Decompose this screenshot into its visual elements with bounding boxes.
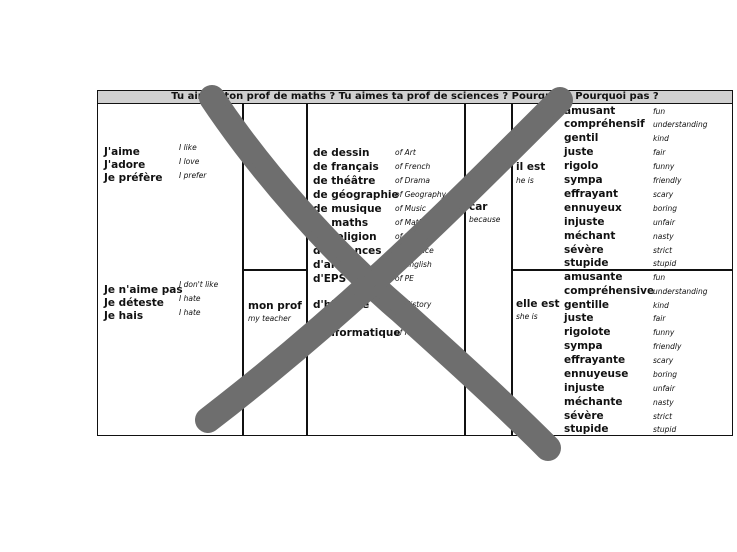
adjective-en: fair xyxy=(653,148,666,157)
adjective-en: unfair xyxy=(653,218,675,227)
subject-en: of RE xyxy=(395,232,415,241)
adjective-en: scary xyxy=(653,190,674,199)
subject-en: of Maths xyxy=(395,218,428,227)
because-fr: car xyxy=(469,201,488,213)
row-divider xyxy=(242,269,306,271)
adjective-en: strict xyxy=(653,412,673,421)
sentence-builder-table xyxy=(97,90,733,436)
opinion-fr: J'adore xyxy=(104,159,146,171)
subject-fr: de théâtre xyxy=(313,175,376,187)
subject-en: of Drama xyxy=(395,176,430,185)
because-en: because xyxy=(469,215,501,224)
adjective-en: unfair xyxy=(653,384,675,393)
opinion-fr: Je hais xyxy=(104,310,144,322)
adjective-fr: stupide xyxy=(564,257,609,269)
adjective-en: fair xyxy=(653,314,666,323)
subject-en: of Science xyxy=(395,246,434,255)
opinion-en: I hate xyxy=(179,294,201,303)
subject-fr: de français xyxy=(313,161,379,173)
adjective-fr: effrayant xyxy=(564,188,618,200)
adjective-fr: méchante xyxy=(564,396,623,408)
adjective-fr: ennuyeuse xyxy=(564,368,629,380)
adjective-en: stupid xyxy=(653,425,677,434)
subject-fr: de dessin xyxy=(313,147,370,159)
opinion-en: I prefer xyxy=(179,171,207,180)
adjective-en: kind xyxy=(653,134,669,143)
opinion-en: I hate xyxy=(179,308,201,317)
opinion-en: I don't like xyxy=(179,280,219,289)
adjective-fr: injuste xyxy=(564,382,605,394)
adjective-en: funny xyxy=(653,162,675,171)
adjective-fr: amusante xyxy=(564,271,623,283)
subject-en: of Art xyxy=(395,148,416,157)
adjective-fr: compréhensive xyxy=(564,285,655,297)
adjective-en: stupid xyxy=(653,259,677,268)
subject-en: of History xyxy=(395,300,432,309)
adjective-fr: ennuyeux xyxy=(564,202,622,214)
subject-en: of ICT xyxy=(395,328,417,337)
adjective-fr: sympa xyxy=(564,174,603,186)
adjective-en: boring xyxy=(653,370,678,379)
adjective-en: understanding xyxy=(653,287,708,296)
adjective-fr: sympa xyxy=(564,340,603,352)
subject-fr: de musique xyxy=(313,203,382,215)
adjective-en: nasty xyxy=(653,232,674,241)
adjective-fr: sévère xyxy=(564,244,604,256)
opinion-fr: Je n'aime pas xyxy=(104,284,183,296)
subject-en: of Geography xyxy=(395,190,447,199)
adjective-en: fun xyxy=(653,273,666,282)
subject-en: of PE xyxy=(395,274,414,283)
he-is-en: he is xyxy=(516,176,534,185)
teacher-en: my teacher xyxy=(248,314,291,323)
adjective-en: boring xyxy=(653,204,678,213)
adjective-en: understanding xyxy=(653,120,708,129)
adjective-fr: sévère xyxy=(564,410,604,422)
adjective-fr: stupide xyxy=(564,423,609,435)
subject-fr: d'anglais xyxy=(313,259,367,271)
opinion-fr: J'aime xyxy=(104,146,140,158)
adjective-en: funny xyxy=(653,328,675,337)
subject-en: of Music xyxy=(395,204,426,213)
opinion-en: I like xyxy=(179,143,197,152)
adjective-fr: amusant xyxy=(564,105,616,117)
opinion-fr: Je déteste xyxy=(104,297,164,309)
subject-fr: de géographie xyxy=(313,189,399,201)
subject-fr: d'EPS xyxy=(313,273,347,285)
adjective-fr: effrayante xyxy=(564,354,626,366)
table-title: Tu aimes ton prof de maths ? Tu aimes ta prof de sciences ? Pourquoi ? Pourquoi pas ? xyxy=(98,91,732,104)
column-divider xyxy=(306,104,308,436)
subject-fr: de sciences xyxy=(313,245,382,257)
subject-en: of French xyxy=(395,162,431,171)
adjective-fr: méchant xyxy=(564,230,616,242)
subject-fr: de religion xyxy=(313,231,377,243)
adjective-en: strict xyxy=(653,246,673,255)
subject-fr: de maths xyxy=(313,217,369,229)
she-is-en: she is xyxy=(516,312,538,321)
she-is-fr: elle est xyxy=(516,298,560,310)
adjective-fr: gentil xyxy=(564,132,599,144)
subject-en: of English xyxy=(395,260,432,269)
adjective-fr: juste xyxy=(564,312,594,324)
opinion-en: I love xyxy=(179,157,200,166)
opinion-fr: Je préfère xyxy=(104,172,163,184)
subject-fr: d'informatique xyxy=(313,327,401,339)
adjective-fr: rigolo xyxy=(564,160,599,172)
column-divider xyxy=(464,104,466,436)
adjective-fr: rigolote xyxy=(564,326,611,338)
adjective-en: nasty xyxy=(653,398,674,407)
adjective-fr: gentille xyxy=(564,299,610,311)
subject-fr: d'histoire xyxy=(313,299,370,311)
adjective-en: fun xyxy=(653,107,666,116)
adjective-en: kind xyxy=(653,301,669,310)
adjective-en: scary xyxy=(653,356,674,365)
adjective-en: friendly xyxy=(653,342,682,351)
teacher-fr: mon prof xyxy=(248,300,302,312)
adjective-fr: juste xyxy=(564,146,594,158)
he-is-fr: il est xyxy=(516,161,546,173)
adjective-fr: injuste xyxy=(564,216,605,228)
adjective-en: friendly xyxy=(653,176,682,185)
adjective-fr: compréhensif xyxy=(564,118,645,130)
